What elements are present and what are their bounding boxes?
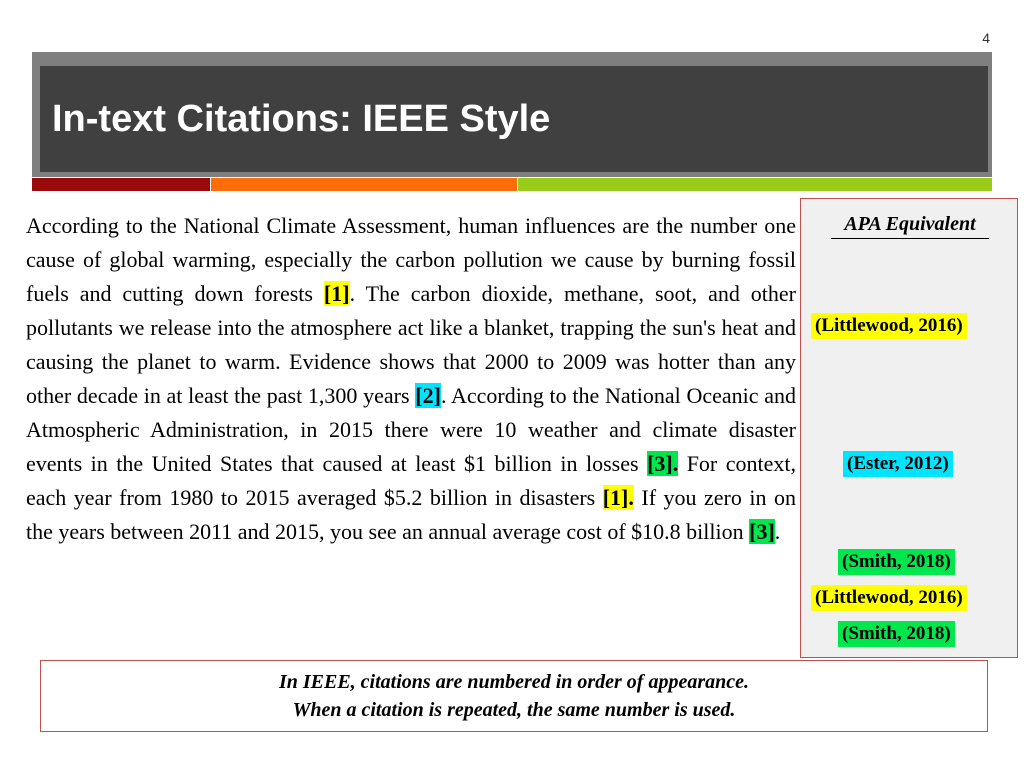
apa-citation-smith: (Smith, 2018) <box>838 549 955 575</box>
body-paragraph <box>26 209 796 549</box>
note-line-2: When a citation is repeated, the same number is used. <box>292 699 736 721</box>
citation-2: [2] <box>415 383 441 408</box>
accent-stripe-red <box>32 178 210 191</box>
note-line-1: In IEEE, citations are numbered in order of appearance. <box>278 671 750 693</box>
apa-citation-littlewood: (Littlewood, 2016) <box>811 313 967 339</box>
citation-3: [3]. <box>647 451 679 476</box>
slide-title: In-text Citations: IEEE Style <box>52 98 551 140</box>
ieee-note-box <box>40 660 988 732</box>
apa-citation-littlewood-repeat: (Littlewood, 2016) <box>811 585 967 611</box>
apa-heading: APA Equivalent <box>831 213 989 239</box>
page-number: 4 <box>982 30 990 46</box>
apa-citation-smith-repeat: (Smith, 2018) <box>838 621 955 647</box>
citation-1: [1] <box>323 281 350 306</box>
citation-1-repeat: [1]. <box>602 485 634 510</box>
body-text-segment: If you zero in on the years between 2011 and 2015, you see an annual average cost of $10.8 billion <box>26 485 796 544</box>
apa-citation-ester: (Ester, 2012) <box>843 451 953 477</box>
body-text-segment: . According to the National Oceanic and Atmospheric Administration, in 2015 there were 10 weather and climate disaster events in the United States that caused at least $1 billion in losses <box>26 383 796 476</box>
accent-stripe-orange <box>211 178 517 191</box>
body-text-segment: . The carbon dioxide, methane, soot, and other pollutants we release into the atmosphere act like a blanket, trapping the sun's heat and causing the planet to warm. Evidence shows that 2000 to 2009 was hotter than any other decade in at least the past 1,300 years <box>26 281 796 408</box>
accent-stripe-green <box>518 178 992 191</box>
body-text-segment: For context, each year from 1980 to 2015 averaged $5.2 billion in disasters <box>26 451 796 510</box>
citation-3-repeat: [3] <box>749 519 775 544</box>
apa-equivalent-panel <box>800 198 1018 658</box>
body-text-segment: . <box>774 519 781 544</box>
body-text-segment: According to the National Climate Assessment, human influences are the number one cause of global warming, especially the carbon pollution we cause by burning fossil fuels and cutting down forests <box>26 213 796 306</box>
